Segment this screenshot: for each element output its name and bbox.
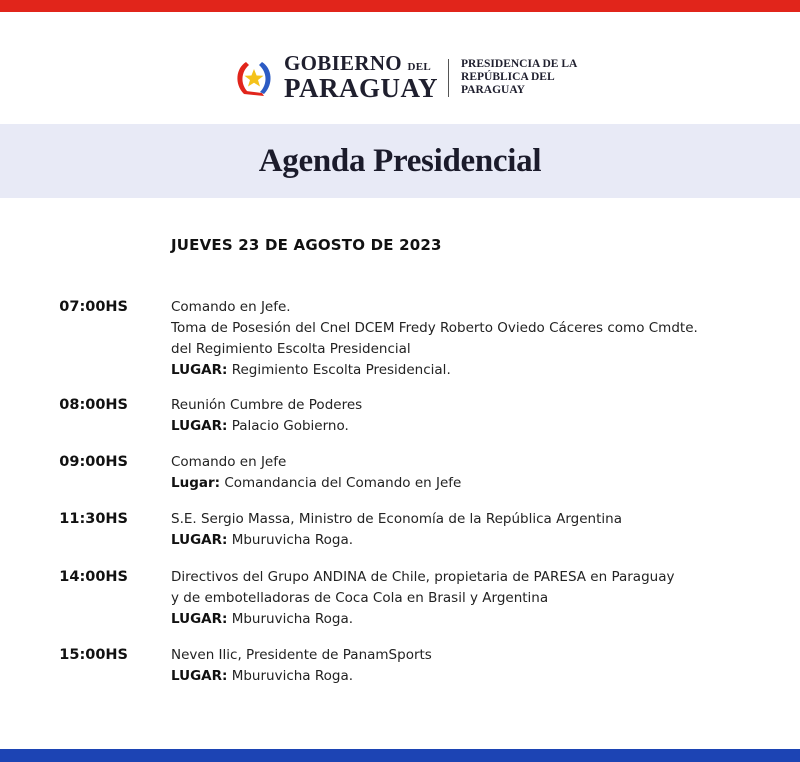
place-label: Lugar:	[171, 475, 221, 491]
place-label: LUGAR:	[171, 611, 228, 627]
entry-time: 15:00HS	[59, 647, 128, 663]
entry-line: Toma de Posesión del Cnel DCEM Fredy Roberto Oviedo Cáceres como Cmdte.	[171, 320, 698, 336]
logo-gobierno: GOBIERNO	[284, 51, 402, 75]
place-value: Comandancia del Comando en Jefe	[224, 475, 462, 491]
logo-paraguay: PARAGUAY	[284, 73, 439, 103]
entry-time: 09:00HS	[59, 454, 128, 470]
place-value: Palacio Gobierno.	[231, 418, 349, 434]
entry-line: Comando en Jefe	[171, 454, 287, 470]
entry-time: 08:00HS	[59, 397, 128, 413]
entry-place	[171, 416, 362, 437]
title-band	[0, 124, 800, 198]
place-value: Mburuvicha Roga.	[231, 532, 354, 548]
entry-place	[171, 609, 674, 630]
place-label: LUGAR:	[171, 418, 228, 434]
logo-divider	[448, 59, 449, 97]
place-value: Mburuvicha Roga.	[231, 668, 354, 684]
page-title: Agenda Presidencial	[258, 142, 542, 179]
place-label: LUGAR:	[171, 532, 228, 548]
agenda-date: JUEVES 23 DE AGOSTO DE 2023	[171, 236, 442, 254]
presidencia-line: REPÚBLICA DEL	[461, 71, 555, 83]
entry-line: y de embotelladoras de Coca Cola en Brasil y Argentina	[171, 590, 549, 606]
entry-line: Reunión Cumbre de Poderes	[171, 397, 363, 413]
entry-time: 11:30HS	[59, 511, 128, 527]
entry-place	[171, 360, 698, 381]
presidencia-line: PRESIDENCIA DE LA	[461, 58, 578, 70]
place-value: Regimiento Escolta Presidencial.	[231, 362, 451, 378]
entry-place	[171, 473, 461, 494]
place-label: LUGAR:	[171, 668, 228, 684]
place-value: Mburuvicha Roga.	[231, 611, 354, 627]
government-logo	[232, 51, 578, 103]
entry-line: Directivos del Grupo ANDINA de Chile, propietaria de PARESA en Paraguay	[171, 569, 675, 585]
entry-time: 14:00HS	[59, 569, 128, 585]
entry-line: S.E. Sergio Massa, Ministro de Economía de la República Argentina	[171, 511, 622, 527]
paraguay-emblem-icon	[232, 56, 276, 100]
gobierno-del-paraguay	[284, 53, 438, 102]
entry-line: Comando en Jefe.	[171, 299, 291, 315]
bottom-blue-bar	[0, 749, 800, 762]
presidencia-line: PARAGUAY	[461, 84, 525, 96]
entry-line: del Regimiento Escolta Presidencial	[171, 341, 411, 357]
entry-time: 07:00HS	[59, 299, 128, 315]
top-red-bar	[0, 0, 800, 12]
presidencia-text	[461, 58, 577, 97]
entry-place	[171, 666, 432, 687]
entry-place	[171, 530, 622, 551]
entry-line: Neven Ilic, Presidente de PanamSports	[171, 647, 432, 663]
logo-del: DEL	[407, 61, 432, 73]
place-label: LUGAR:	[171, 362, 228, 378]
